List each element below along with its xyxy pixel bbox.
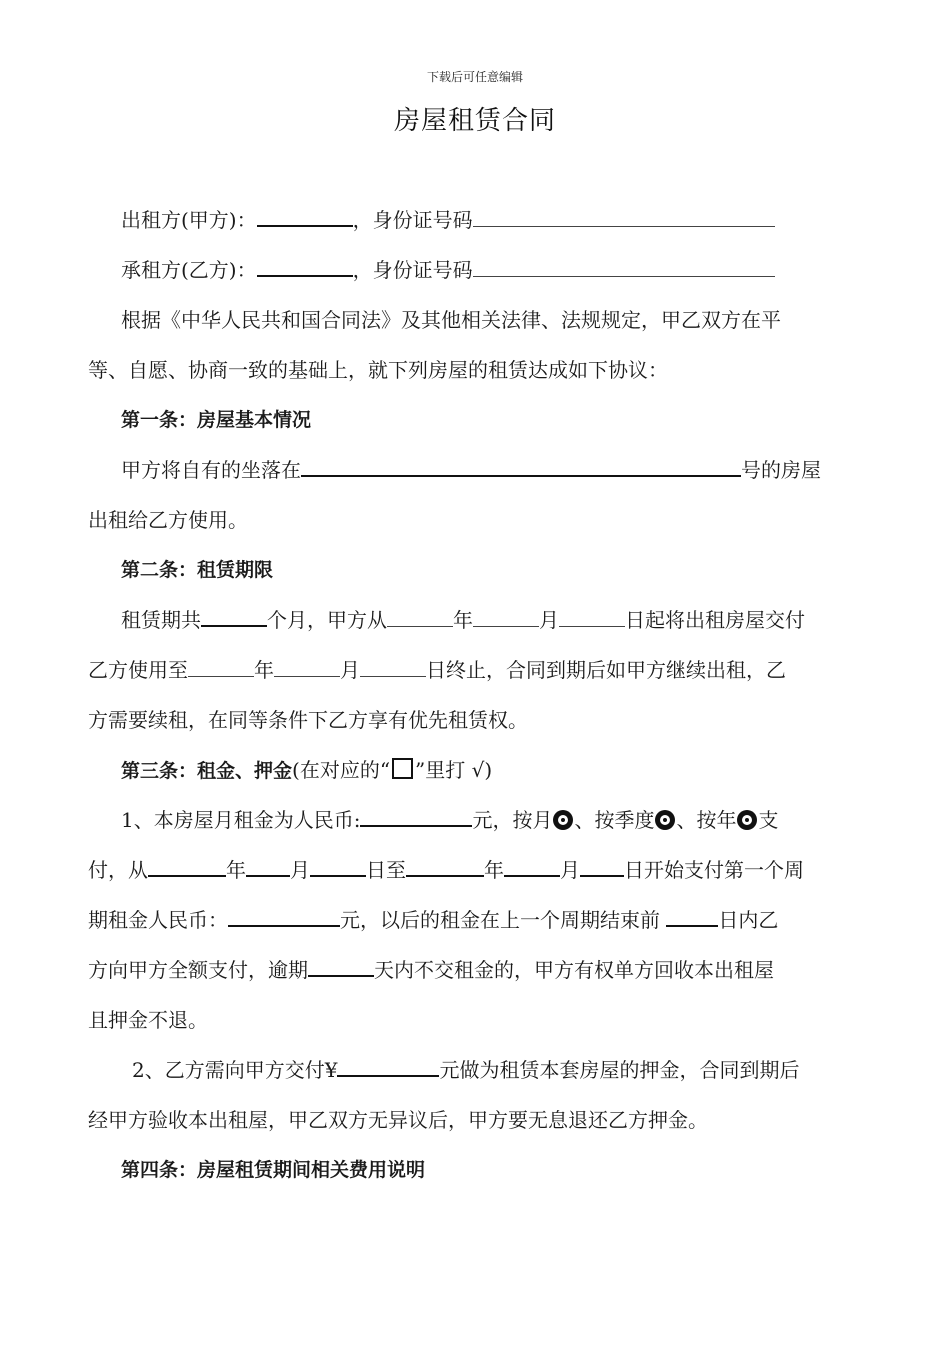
end-month-field[interactable]	[274, 654, 340, 677]
deposit-text-a: 2、乙方需向甲方交付¥	[132, 1058, 338, 1082]
pay-to-day-field[interactable]	[580, 853, 624, 877]
rent-line-3	[88, 895, 863, 945]
rent-opt-sep-2: 、按年	[676, 808, 737, 832]
lessor-name-field[interactable]	[257, 203, 353, 227]
pay-to-year-field[interactable]	[406, 853, 484, 877]
pay-monthly-radio[interactable]	[553, 810, 573, 830]
article-3-note-b: ”里打 √)	[415, 758, 493, 782]
article-1-heading: 第一条：房屋基本情况	[121, 409, 312, 431]
pay-from-day-field[interactable]	[310, 853, 366, 877]
page-title: 房屋租赁合同	[393, 106, 556, 136]
end-day-field[interactable]	[360, 654, 426, 677]
rent-opt-sep-1: 、按季度	[574, 808, 655, 832]
lessee-name-field[interactable]	[257, 253, 353, 277]
article-2-line-2	[88, 645, 863, 695]
lessor-id-label: ，身份证号码	[352, 208, 473, 232]
lessor-id-field[interactable]	[473, 204, 775, 227]
month-label: 月	[290, 858, 310, 882]
rent-text-i: 日内乙	[718, 908, 779, 932]
article-2-line-3: 方需要续租，在同等条件下乙方享有优先租赁权。	[88, 708, 528, 732]
term-text-e: 日终止，合同到期后如甲方继续出租，乙	[426, 658, 786, 682]
article-1-line-2: 出租给乙方使用。	[88, 508, 248, 532]
intro-line-1: 根据《中华人民共和国合同法》及其他相关法律、法规规定，甲乙双方在平	[121, 308, 781, 332]
rent-text-e: 日至	[366, 858, 406, 882]
rent-line-5: 且押金不退。	[88, 1008, 208, 1032]
rent-text-f: 日开始支付第一个周	[624, 858, 804, 882]
lessee-id-field[interactable]	[473, 254, 775, 277]
article-3-heading	[88, 745, 863, 795]
pay-within-days-field[interactable]	[666, 903, 718, 927]
article-4-heading: 第四条：房屋租赁期间相关费用说明	[121, 1159, 426, 1181]
header-note: 下载后可任意编辑	[426, 70, 523, 84]
start-month-field[interactable]	[473, 604, 539, 627]
rent-text-c: 支	[758, 808, 779, 832]
article-2-heading: 第二条：租赁期限	[121, 559, 274, 581]
checkbox-icon	[392, 758, 413, 779]
start-year-field[interactable]	[387, 604, 453, 627]
lessee-line	[88, 245, 863, 295]
pay-yearly-radio[interactable]	[737, 810, 757, 830]
term-text-d: 乙方使用至	[88, 658, 188, 682]
monthly-rent-field[interactable]	[360, 803, 472, 827]
property-address-field[interactable]	[301, 453, 741, 477]
article-1-line-1	[88, 445, 863, 495]
term-text-a: 租赁期共	[121, 608, 201, 632]
year-label: 年	[226, 858, 246, 882]
pay-from-year-field[interactable]	[148, 853, 226, 877]
lessee-label: 承租方(乙方)：	[121, 258, 257, 282]
rent-line-2	[88, 845, 863, 895]
rent-text-b: 元，按月	[472, 808, 553, 832]
term-text-b: 个月，甲方从	[267, 608, 387, 632]
article-3-note-a: (在对应的“	[292, 758, 391, 782]
term-months-field[interactable]	[201, 603, 267, 627]
pay-quarterly-radio[interactable]	[655, 810, 675, 830]
pay-from-month-field[interactable]	[246, 853, 290, 877]
deposit-text-b: 元做为租赁本套房屋的押金，合同到期后	[439, 1058, 800, 1082]
lessor-label: 出租方(甲方)：	[121, 208, 257, 232]
contract-body	[88, 195, 863, 1195]
rent-text-a: 1、本房屋月租金为人民币:	[121, 808, 361, 832]
end-year-field[interactable]	[188, 654, 254, 677]
lessee-id-label: ，身份证号码	[352, 258, 473, 282]
rent-text-j: 方向甲方全额支付，逾期	[88, 958, 308, 982]
pay-to-month-field[interactable]	[504, 853, 560, 877]
article-2-line-1	[88, 595, 863, 645]
rent-text-g: 期租金人民币：	[88, 908, 228, 932]
term-text-c: 日起将出租房屋交付	[625, 608, 805, 632]
overdue-days-field[interactable]	[308, 953, 374, 977]
year-label: 年	[453, 608, 473, 632]
month-label: 月	[539, 608, 559, 632]
article-3-heading-text: 第三条：租金、押金	[121, 760, 293, 782]
rent-text-h: 元，以后的租金在上一个周期结束前	[340, 908, 660, 932]
article-1-text-a: 甲方将自有的坐落在	[121, 458, 301, 482]
month-label: 月	[340, 658, 360, 682]
rent-line-1	[88, 795, 863, 845]
rent-text-d: 付，从	[88, 858, 148, 882]
article-1-text-b: 号的房屋	[741, 458, 821, 482]
rent-text-k: 天内不交租金的，甲方有权单方回收本出租屋	[374, 958, 774, 982]
rent-line-4	[88, 945, 863, 995]
intro-line-2: 等、自愿、协商一致的基础上，就下列房屋的租赁达成如下协议：	[88, 358, 668, 382]
start-day-field[interactable]	[559, 604, 625, 627]
month-label: 月	[560, 858, 580, 882]
lessor-line	[88, 195, 863, 245]
deposit-amount-field[interactable]	[337, 1053, 439, 1077]
deposit-line-1	[88, 1045, 863, 1095]
year-label: 年	[484, 858, 504, 882]
deposit-line-2: 经甲方验收本出租屋，甲乙双方无异议后，甲方要无息退还乙方押金。	[88, 1108, 708, 1132]
first-period-rent-field[interactable]	[228, 903, 340, 927]
year-label: 年	[254, 658, 274, 682]
